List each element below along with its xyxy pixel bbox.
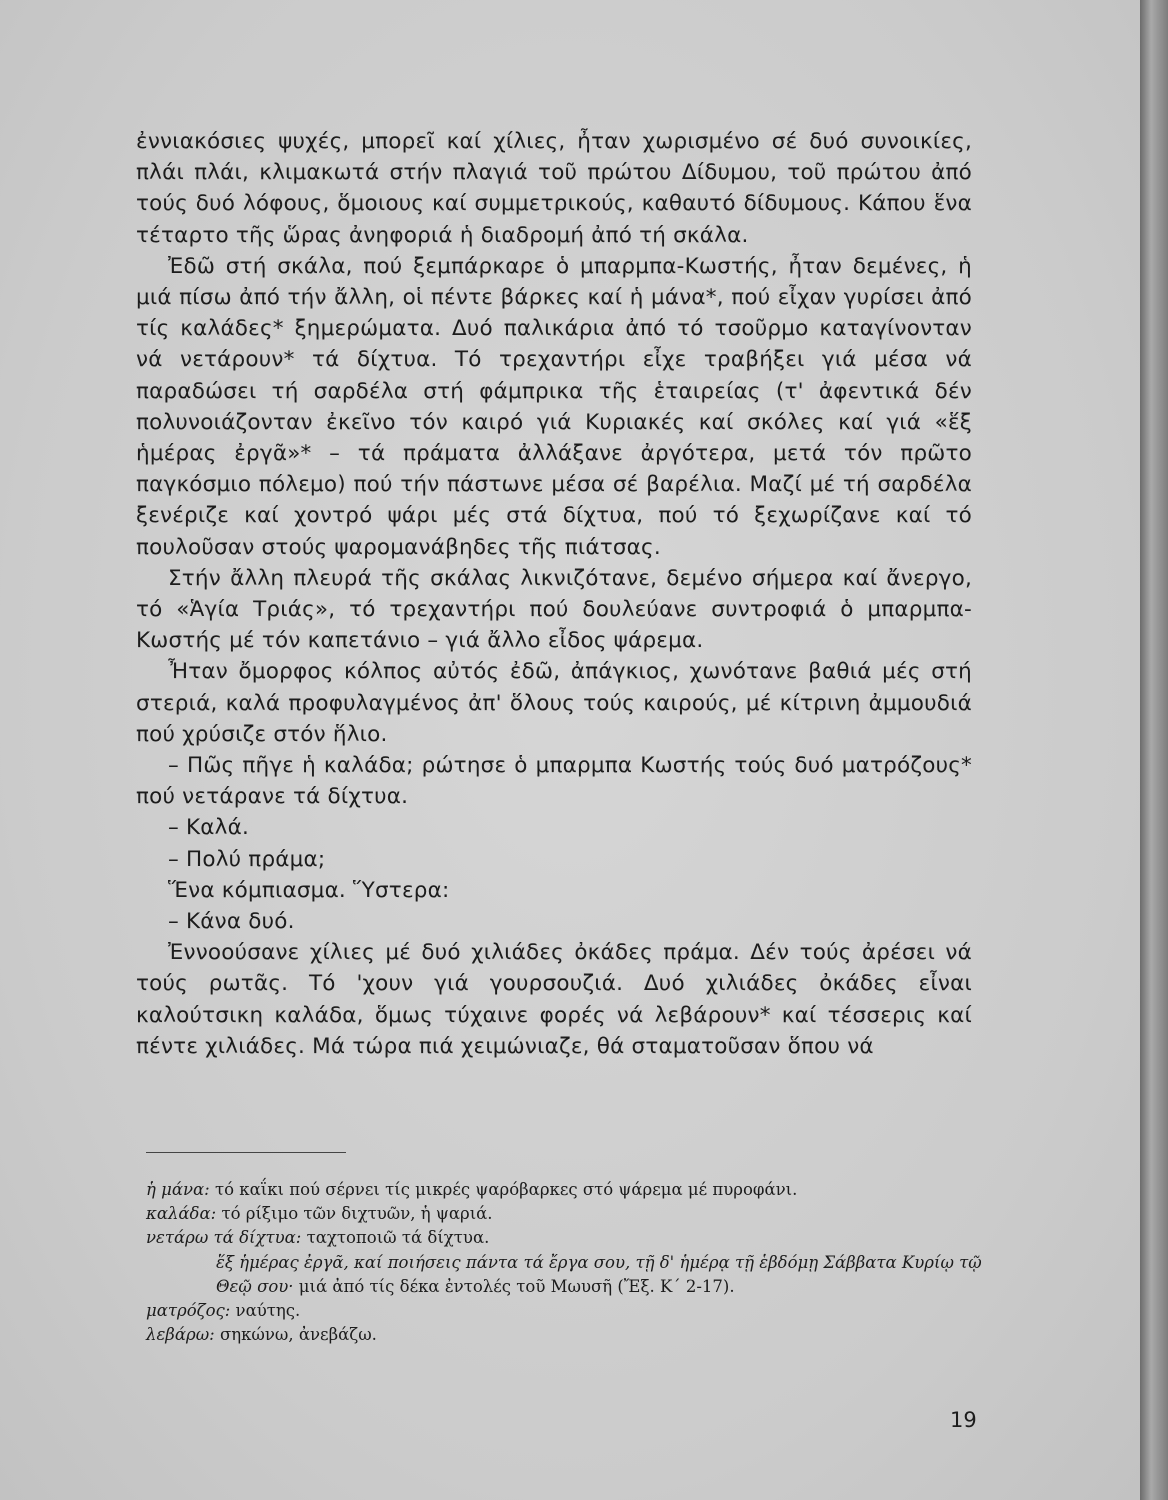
footnote-definition: τό καΐκι πού σέρνει τίς μικρές ψαρόβαρκες στό ψάρεμα μέ πυροφάνι. (209, 1180, 798, 1199)
footnote-term: λεβάρω: (146, 1325, 215, 1345)
dialogue-line: Ἕνα κόμπιασμα. Ὕστερα: (168, 877, 450, 903)
footnote-definition: τό ρίξιμο τῶν διχτυῶν, ἡ ψαριά. (216, 1204, 493, 1224)
footnote (146, 1323, 982, 1347)
footnote-definition: μιά ἀπό τίς δέκα ἐντολές τοῦ Μωυσῆ (Ἔξ. Κ΄ 2-17). (293, 1276, 735, 1296)
footnote (146, 1202, 982, 1226)
page-edge (1140, 0, 1168, 1500)
footnote-definition: ναύτης. (230, 1301, 301, 1321)
paragraph: Στήν ἄλλη πλευρά τῆς σκάλας λικνιζότανε, δεμένο σήμερα καί ἄνεργο, τό «Ἁγία Τριάς», τό τρεχαντήρι πού δουλεύανε συντροφιά ὁ μπαρμπα-Κωστής μέ τόν καπετάνιο – γιά ἄλλο εἶδος ψάρεμα. (136, 565, 972, 654)
main-text (136, 126, 972, 1062)
paragraph: Ἐδῶ στή σκάλα, πού ξεμπάρκαρε ὁ μπαρμπα-Κωστής, ἦταν δεμένες, ἡ μιά πίσω ἀπό τήν ἄλλη, οἱ πέντε βάρκες καί ἡ μάνα*, πού εἶχαν γυρίσει ἀπό τίς καλάδες* ξημερώματα. Δυό παλικάρια ἀπό τό τσοῦρμο καταγίνονταν νά νετάρουν* τά δίχτυα. Τό τρεχαντήρι εἶχε τραβήξει γιά μέσα νά παραδώσει τή σαρδέλα στή φάμπρικα τῆς ἑταιρείας (τ' ἀφεντικά δέν πολυνοιάζονταν ἐκεῖνο τόν καιρό γιά Κυριακές καί σκόλες καί γιά «ἕξ ἡμέρας ἐργᾶ»* – τά πράματα ἀλλάξανε ἀργότερα, μετά τόν πρῶτο παγκόσμιο πόλεμο) πού τήν πάστωνε μέσα σέ βαρέλια. Μαζί μέ τή σαρδέλα ξενέριζε καί χοντρό ψάρι μές στά δίχτυα, πού τό ξεχωρίζανε καί τό πουλοῦσαν στούς ψαρομανάβηδες τῆς πιάτσας. (136, 253, 972, 560)
footnote (146, 1226, 982, 1250)
footnote-term: ἡ μάνα: (146, 1180, 210, 1199)
footnote-definition: ταχτοποιῶ τά δίχτυα. (301, 1228, 490, 1248)
footnote-quote (146, 1251, 982, 1299)
footnote-term: νετάρω τά δίχτυα: (146, 1228, 302, 1248)
dialogue-line: – Κάνα δυό. (168, 909, 295, 935)
footnotes (146, 1178, 982, 1347)
footnote-divider (146, 1152, 346, 1153)
footnote-term: ἕξ ἡμέρας ἐργᾶ, καί ποιήσεις πάντα τά ἔργα σου, τῇ δ' ἡμέρᾳ τῇ ἑβδόμῃ Σάββατα Κυρίῳ τῷ Θεῷ σου· (216, 1252, 982, 1296)
dialogue-line: – Καλά. (168, 815, 249, 841)
paragraph: ἐννιακόσιες ψυχές, μπορεῖ καί χίλιες, ἦταν χωρισμένο σέ δυό συνοικίες, πλάι πλάι, κλιμακωτά στήν πλαγιά τοῦ πρώτου Δίδυμου, τοῦ πρώτου ἀπό τούς δυό λόφους, ὅμοιους καί συμμετρικούς, καθαυτό δίδυμους. Κάπου ἕνα τέταρτο τῆς ὥρας ἀνηφοριά ἡ διαδρομή ἀπό τή σκάλα. (136, 129, 972, 248)
paragraph: Ἐννοούσανε χίλιες μέ δυό χιλιάδες ὀκάδες πράμα. Δέν τούς ἀρέσει νά τούς ρωτᾶς. Τό 'χουν γιά γουρσουζιά. Δυό χιλιάδες ὀκάδες εἶναι καλούτσικη καλάδα, ὅμως τύχαινε φορές νά λεβάρουν* καί τέσσερις καί πέντε χιλιάδες. Μά τώρα πιά χειμώνιαζε, θά σταματοῦσαν ὅπου νά (136, 940, 972, 1059)
footnote (146, 1178, 982, 1202)
page-number: 19 (950, 1408, 977, 1432)
dialogue-line: – Πῶς πῆγε ἡ καλάδα; ρώτησε ὁ μπαρμπα Κωστής τούς δυό ματρόζους* πού νετάρανε τά δίχτυα. (136, 753, 972, 810)
paragraph: Ἦταν ὄμορφος κόλπος αὐτός ἐδῶ, ἀπάγκιος, χωνότανε βαθιά μές στή στεριά, καλά προφυλαγμένος ἀπ' ὅλους τούς καιρούς, μέ κίτρινη ἀμμουδιά πού χρύσιζε στόν ἥλιο. (136, 659, 972, 747)
dialogue-line: – Πολύ πράμα; (168, 846, 326, 872)
footnote (146, 1299, 982, 1323)
footnote-term: καλάδα: (146, 1204, 217, 1224)
footnote-definition: σηκώνω, ἀνεβάζω. (214, 1325, 377, 1345)
footnote-term: ματρόζος: (146, 1301, 231, 1321)
